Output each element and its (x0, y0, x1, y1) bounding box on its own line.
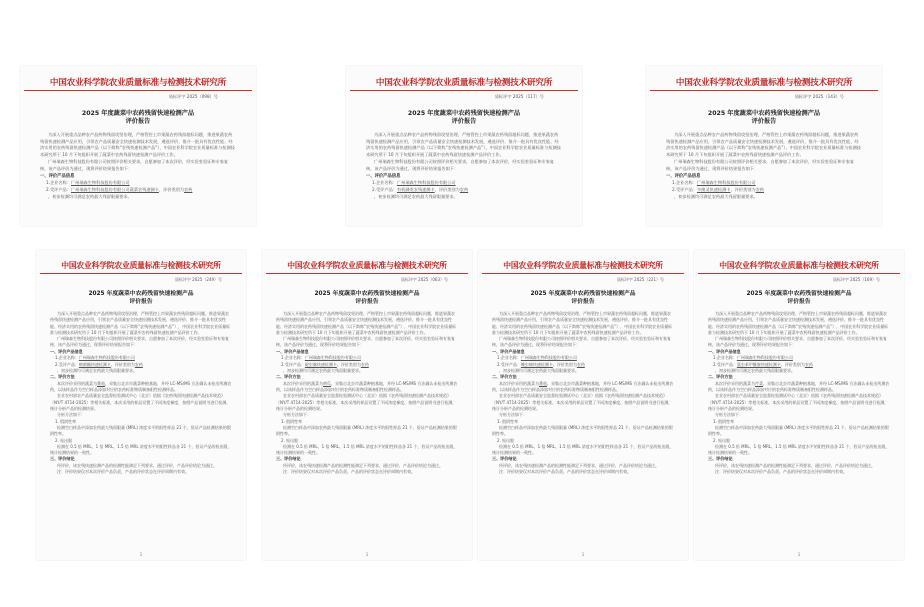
header-rule (698, 273, 900, 274)
page-number: 1 (581, 552, 585, 557)
header-rule (350, 90, 578, 91)
document-number: 质标评字 2025（221）号 (616, 277, 664, 282)
product-name: 有机磷类农残速测卡 (396, 186, 435, 192)
institute-header: 中国农业科学院农业质量标准与检测技术研究所 (375, 78, 553, 88)
indicator-title: 1. 假阴性率 (713, 418, 735, 424)
institute-header: 中国农业科学院农业质量标准与检测技术研究所 (61, 261, 221, 270)
indicators-label: 分析方法如下： (283, 412, 311, 418)
indicator-text: 检测空白样品中添加农药最大残留限量 (MRL) 浓度水平的阳性样品 21 个，验证产品检测结果的假阴性率。 (50, 424, 231, 437)
report-page-1 (20, 66, 256, 226)
result-paragraph: 经评价，该农残快速检测产品的检测性能满足下列要求，通过评价，产品评价结论为通过。 (499, 463, 659, 469)
indicator-text: 检测在 0.5 倍 MRL、1 倍 MRL、1.5 倍 MRL 浓度水平的阳性样品各 21 个，验证产品的检出限，统计检测结果的一致性。 (276, 443, 458, 456)
section-heading: 二、评价方法 (50, 374, 75, 380)
company-line: 1.企业名称：广州瑞森生物科技股份有限公司 (46, 180, 130, 186)
header-rule (650, 90, 878, 91)
indicator-text: 检测在 0.5 倍 MRL、1 倍 MRL、1.5 倍 MRL 浓度水平的阳性样品各 21 个，验证产品的检出限，统计检测结果的一致性。 (50, 443, 232, 456)
report-title: 2025 年度蔬菜中农药残留快速检测产品 (88, 291, 194, 297)
header-rule (24, 90, 252, 91)
report-title: 2025 年度蔬菜中农药残留快速检测产品 (407, 110, 521, 117)
result-note: 注：评价结果仅对本次评价产品负责，产品的评价状态在评价周期内有效。 (715, 469, 847, 475)
intro-paragraph: 为深入开展重点品种农产品药物残留攻坚治理，严格管控上市果蔬农药残留超标问题，推进果蔬农药残留快速检测产品应用，引领农产品质量安全快速检测技术发展，遴选评价、推介一批具有优良性能、经济实用的农药残留快速检测产品（以下简称“农残快速检测产品”），中国农业科学院农业质量标准与检测技术研究所于 10 月下旬组织开展了蔬菜中农药残留快速检测产品评价工作。 (50, 311, 231, 335)
product-line: 2.受评产品：广州瑞森生物科技股份有限公司蔬菜农残速测卡，评价类别为农药 (46, 186, 193, 192)
indicator-text: 检测空白样品中添加农药最大残留限量 (MRL) 浓度水平的阳性样品 21 个，验证产品检测结果的假阴性率。 (492, 424, 673, 437)
report-subtitle: 评价报告 (129, 298, 153, 305)
company-name: 广州瑞森生物科技股份有限公司 (396, 180, 456, 186)
section-heading: 三、评价结论 (50, 456, 75, 462)
document-number: 质标评字 2025（098）号 (168, 94, 218, 99)
method-paragraph: 本次评价采用的蔬菜为番茄，采集自北京市蔬菜种植基地，并经 LC-MS/MS 方法确认未检出所测农药，以该样品作为空白样品添加对应的农药标准物质制备阳性检测样品。 (50, 380, 232, 393)
product-line: 2.受评产品：噻虫嗪快速检测卡，评价类别为农药 (497, 361, 585, 367)
section-heading: 二、评价方法 (276, 374, 301, 380)
product-name: 多菌灵快速检测卡 (696, 186, 731, 192)
product-name: 噻虫嗪快速检测卡 (520, 361, 553, 367)
method-paragraph: 本次评价采用的蔬菜为芹菜，采集自北京市蔬菜种植基地，并经 LC-MS/MS 方法确认未检出所测农药，以该样品作为空白样品添加对应的农药标准物质制备阳性检测样品。 (708, 380, 890, 393)
indicator-title: 2. 检出限 (281, 437, 299, 443)
company-line: 1.企业名称：广州瑞森生物科技股份有限公司 (713, 355, 793, 361)
report-title: 2025 年度蔬菜中农药残留快速检测产品 (81, 110, 195, 117)
report-title: 2025 年度蔬菜中农药残留快速检测产品 (314, 291, 420, 297)
company-line: 1.企业名称：广州瑞森生物科技股份有限公司 (55, 355, 135, 361)
product-name: 氯虫苯甲酰胺快速检测卡 (736, 361, 781, 367)
participation-paragraph: 广州瑞森生物科技股份有限公司按照评价相关要求，自愿参加了本次评价，经实验室验证和专家复核，该产品评价为通过，现将评价结果报告如下： (708, 336, 887, 348)
conclusion-line: ，初步检测均可满足农药最大残留限量要求。 (674, 193, 758, 199)
section-heading: 一、评价产品信息 (276, 348, 309, 354)
document-number: 质标评字 2025（063）号 (400, 277, 448, 282)
indicators-label: 分析方法如下： (57, 412, 85, 418)
indicator-title: 2. 检出限 (497, 437, 515, 443)
conclusion-line: ，初步检测均可满足农药最大残留限量要求。 (499, 367, 579, 373)
conclusion-line: ，初步检测均可满足农药最大残留限量要求。 (283, 367, 363, 373)
report-title: 2025 年度蔬菜中农药残留快速检测产品 (530, 291, 636, 297)
product-line: 2.受评产品：嘧菌酯快速检测卡，评价类别为农药 (55, 361, 143, 367)
participation-paragraph: 广州瑞森生物科技股份有限公司按照评价相关要求，自愿参加了本次评价，经实验室验证和专家复核，该产品评价为通过，现将评价结果报告如下： (40, 159, 229, 171)
company-line: 1.企业名称：广州瑞森生物科技股份有限公司 (497, 355, 577, 361)
indicator-title: 1. 假阴性率 (497, 418, 519, 424)
indicators-label: 分析方法如下： (715, 412, 743, 418)
indicator-title: 1. 假阴性率 (281, 418, 303, 424)
report-subtitle: 评价报告 (355, 298, 379, 305)
section-heading: 三、评价结论 (276, 456, 301, 462)
section-heading: 一、评价产品信息 (366, 173, 401, 179)
product-name: 广州瑞森生物科技股份有限公司蔬菜农残速测卡 (70, 186, 159, 192)
header-rule (482, 273, 684, 274)
company-name: 广州瑞森生物科技股份有限公司 (696, 180, 756, 186)
result-note: 注：评价结果仅对本次评价产品负责，产品的评价状态在评价周期内有效。 (57, 469, 189, 475)
company-name: 广州瑞森生物科技股份有限公司 (304, 355, 361, 361)
participation-paragraph: 广州瑞森生物科技股份有限公司按照评价相关要求，自愿参加了本次评价，经实验室验证和专家复核，该产品评价为通过，现将评价结果报告如下： (492, 336, 671, 348)
indicator-title: 2. 检出限 (713, 437, 731, 443)
standard-paragraph: 农业农村部农产品质量安全监督检验测试中心（北京）依据《农药残留快速检测产品技术规范》（NY/T 4714-2025）等相关标准，本次采用的样品设置了不同浓度梯度，按照产品说明书进行检测，统计分析产品的检测结果。 (492, 393, 673, 412)
company-line: 1.企业名称：广州瑞森生物科技股份有限公司 (372, 180, 456, 186)
document-number: 质标评字 2025（117）号 (494, 94, 544, 99)
intro-paragraph: 为深入开展重点品种农产品药物残留攻坚治理，严格管控上市果蔬农药残留超标问题，推进果蔬农药残留快速检测产品应用，引领农产品质量安全快速检测技术发展，遴选评价、推介一批具有优良性能、经济实用的农药残留快速检测产品（以下简称“农残快速检测产品”），中国农业科学院农业质量标准与检测技术研究所于 10 月下旬组织开展了蔬菜中农药残留快速检测产品评价工作。 (276, 311, 457, 335)
intro-paragraph: 为深入开展重点品种农产品药物残留攻坚治理，严格管控上市果蔬农药残留超标问题，推进果蔬农药残留快速检测产品应用，引领农产品质量安全快速检测技术发展，遴选评价、推介一批具有优良性能、经济实用的农药残留快速检测产品（以下简称“农残快速检测产品”），中国农业科学院农业质量标准与检测技术研究所于 10 月下旬组织开展了蔬菜中农药残留快速检测产品评价工作。 (708, 311, 889, 335)
institute-header: 中国农业科学院农业质量标准与检测技术研究所 (503, 261, 663, 270)
report-page-3 (646, 66, 882, 226)
participation-paragraph: 广州瑞森生物科技股份有限公司按照评价相关要求，自愿参加了本次评价，经实验室验证和专家复核，该产品评价为通过，现将评价结果报告如下： (50, 336, 229, 348)
report-title: 2025 年度蔬菜中农药残留快速检测产品 (746, 291, 852, 297)
report-body (694, 311, 904, 476)
report-page-5 (262, 250, 472, 560)
section-heading: 一、评价产品信息 (666, 173, 701, 179)
report-body (346, 132, 582, 200)
section-heading: 三、评价结论 (492, 456, 517, 462)
report-subtitle: 评价报告 (571, 298, 595, 305)
company-name: 广州瑞森生物科技股份有限公司 (70, 180, 130, 186)
intro-paragraph: 为深入开展重点品种农产品药物残留攻坚治理，严格管控上市果蔬农药残留超标问题，推进果蔬农药残留快速检测产品应用，引领农产品质量安全快速检测技术发展，遴选评价、推介一批具有优良性能、经济实用的农药残留快速检测产品（以下简称“农残快速检测产品”），中国农业科学院农业质量标准与检测技术研究所于 10 月下旬组织开展了蔬菜中农药残留快速检测产品评价工作。 (666, 132, 861, 157)
section-heading: 一、评价产品信息 (50, 348, 83, 354)
report-body (36, 311, 246, 476)
method-paragraph: 本次评价采用的蔬菜为番茄，采集自北京市蔬菜种植基地，并经 LC-MS/MS 方法确认未检出所测农药，以该样品作为空白样品添加对应的农药标准物质制备阳性检测样品。 (492, 380, 674, 393)
section-heading: 二、评价方法 (708, 374, 733, 380)
report-title: 2025 年度蔬菜中农药残留快速检测产品 (707, 110, 821, 117)
indicator-text: 检测在 0.5 倍 MRL、1 倍 MRL、1.5 倍 MRL 浓度水平的阳性样品各 21 个，验证产品的检出限，统计检测结果的一致性。 (708, 443, 890, 456)
document-number: 质标评字 2025（143）号 (794, 94, 844, 99)
result-note: 注：评价结果仅对本次评价产品负责，产品的评价状态在评价周期内有效。 (283, 469, 415, 475)
institute-header: 中国农业科学院农业质量标准与检测技术研究所 (49, 78, 227, 88)
conclusion-line: ，初步检测均可满足农药最大残留限量要求。 (374, 193, 458, 199)
company-name: 广州瑞森生物科技股份有限公司 (520, 355, 577, 361)
report-subtitle: 评价报告 (125, 118, 151, 125)
product-line: 2.受评产品：有机磷类农残速测卡，评价类别为农药 (372, 186, 469, 192)
conclusion-line: ，初步检测均可满足农药最大残留限量要求。 (57, 367, 137, 373)
indicator-text: 检测空白样品中添加农药最大残留限量 (MRL) 浓度水平的阳性样品 21 个，验证产品检测结果的假阴性率。 (708, 424, 889, 437)
section-heading: 一、评价产品信息 (708, 348, 741, 354)
company-line: 1.企业名称：广州瑞森生物科技股份有限公司 (281, 355, 361, 361)
report-subtitle: 评价报告 (451, 118, 477, 125)
report-page-2 (346, 66, 582, 226)
indicator-text: 检测空白样品中添加农药最大残留限量 (MRL) 浓度水平的阳性样品 21 个，验证产品检测结果的假阴性率。 (276, 424, 457, 437)
intro-paragraph: 为深入开展重点品种农产品药物残留攻坚治理，严格管控上市果蔬农药残留超标问题，推进果蔬农药残留快速检测产品应用，引领农产品质量安全快速检测技术发展，遴选评价、推介一批具有优良性能、经济实用的农药残留快速检测产品（以下简称“农残快速检测产品”），中国农业科学院农业质量标准与检测技术研究所于 10 月下旬组织开展了蔬菜中农药残留快速检测产品评价工作。 (366, 132, 561, 157)
section-heading: 一、评价产品信息 (40, 173, 75, 179)
institute-header: 中国农业科学院农业质量标准与检测技术研究所 (287, 261, 447, 270)
report-body (646, 132, 882, 200)
report-body (262, 311, 472, 476)
indicators-label: 分析方法如下： (499, 412, 527, 418)
intro-paragraph: 为深入开展重点品种农产品药物残留攻坚治理，严格管控上市果蔬农药残留超标问题，推进果蔬农药残留快速检测产品应用，引领农产品质量安全快速检测技术发展，遴选评价、推介一批具有优良性能、经济实用的农药残留快速检测产品（以下简称“农残快速检测产品”），中国农业科学院农业质量标准与检测技术研究所于 10 月下旬组织开展了蔬菜中农药残留快速检测产品评价工作。 (492, 311, 673, 335)
report-subtitle: 评价报告 (787, 298, 811, 305)
indicator-title: 1. 假阴性率 (55, 418, 77, 424)
participation-paragraph: 广州瑞森生物科技股份有限公司按照评价相关要求，自愿参加了本次评价，经实验室验证和专家复核，该产品评价为通过，现将评价结果报告如下： (276, 336, 455, 348)
product-line: 2.受评产品：啶虫脒快速检测卡，评价类别为农药 (281, 361, 369, 367)
document-number: 质标评字 2025（249）号 (174, 277, 222, 282)
report-page-6 (478, 250, 688, 560)
document-number: 质标评字 2025（169）号 (832, 277, 880, 282)
report-page-4 (36, 250, 246, 560)
section-heading: 二、评价方法 (492, 374, 517, 380)
result-paragraph: 经评价，该农残快速检测产品的检测性能满足下列要求，通过评价，产品评价结论为通过。 (283, 463, 443, 469)
product-line: 2.受评产品：多菌灵快速检测卡，评价类别为农药 (672, 186, 764, 192)
conclusion-line: ，初步检测均可满足农药最大残留限量要求。 (48, 193, 132, 199)
report-subtitle: 评价报告 (751, 118, 777, 125)
product-line: 2.受评产品：氯虫苯甲酰胺快速检测卡，评价类别为农药 (713, 361, 813, 367)
result-paragraph: 经评价，该农残快速检测产品的检测性能满足下列要求，通过评价，产品评价结论为通过。 (715, 463, 875, 469)
conclusion-line: ，初步检测均可满足农药最大残留限量要求。 (715, 367, 795, 373)
standard-paragraph: 农业农村部农产品质量安全监督检验测试中心（北京）依据《农药残留快速检测产品技术规范》（NY/T 4714-2025）等相关标准，本次采用的样品设置了不同浓度梯度，按照产品说明书进行检测，统计分析产品的检测结果。 (50, 393, 231, 412)
indicator-title: 2. 检出限 (55, 437, 73, 443)
report-body (478, 311, 688, 476)
product-name: 嘧菌酯快速检测卡 (78, 361, 111, 367)
intro-paragraph: 为深入开展重点品种农产品药物残留攻坚治理，严格管控上市果蔬农药残留超标问题，推进果蔬农药残留快速检测产品应用，引领农产品质量安全快速检测技术发展，遴选评价、推介一批具有优良性能、经济实用的农药残留快速检测产品（以下简称“农残快速检测产品”），中国农业科学院农业质量标准与检测技术研究所于 10 月下旬组织开展了蔬菜中农药残留快速检测产品评价工作。 (40, 132, 235, 157)
report-body (20, 132, 256, 200)
result-note: 注：评价结果仅对本次评价产品负责，产品的评价状态在评价周期内有效。 (499, 469, 631, 475)
report-page-7 (694, 250, 904, 560)
standard-paragraph: 农业农村部农产品质量安全监督检验测试中心（北京）依据《农药残留快速检测产品技术规范》（NY/T 4714-2025）等相关标准，本次采用的样品设置了不同浓度梯度，按照产品说明书进行检测，统计分析产品的检测结果。 (276, 393, 457, 412)
participation-paragraph: 广州瑞森生物科技股份有限公司按照评价相关要求，自愿参加了本次评价，经实验室验证和专家复核，该产品评价为通过，现将评价结果报告如下： (366, 159, 555, 171)
header-rule (266, 273, 468, 274)
company-name: 广州瑞森生物科技股份有限公司 (78, 355, 135, 361)
standard-paragraph: 农业农村部农产品质量安全监督检验测试中心（北京）依据《农药残留快速检测产品技术规范》（NY/T 4714-2025）等相关标准，本次采用的样品设置了不同浓度梯度，按照产品说明书进行检测，统计分析产品的检测结果。 (708, 393, 889, 412)
page-number: 1 (797, 552, 801, 557)
institute-header: 中国农业科学院农业质量标准与检测技术研究所 (675, 78, 853, 88)
method-paragraph: 本次评价采用的蔬菜为黄瓜，采集自北京市蔬菜种植基地，并经 LC-MS/MS 方法确认未检出所测农药，以该样品作为空白样品添加对应的农药标准物质制备阳性检测样品。 (276, 380, 458, 393)
page-number: 1 (365, 552, 369, 557)
section-heading: 三、评价结论 (708, 456, 733, 462)
section-heading: 一、评价产品信息 (492, 348, 525, 354)
institute-header: 中国农业科学院农业质量标准与检测技术研究所 (719, 261, 879, 270)
company-name: 广州瑞森生物科技股份有限公司 (736, 355, 793, 361)
product-name: 啶虫脒快速检测卡 (304, 361, 337, 367)
page-number: 1 (139, 552, 143, 557)
result-paragraph: 经评价，该农残快速检测产品的检测性能满足下列要求，通过评价，产品评价结论为通过。 (57, 463, 217, 469)
company-line: 1.企业名称：广州瑞森生物科技股份有限公司 (672, 180, 756, 186)
header-rule (40, 273, 242, 274)
indicator-text: 检测在 0.5 倍 MRL、1 倍 MRL、1.5 倍 MRL 浓度水平的阳性样品各 21 个，验证产品的检出限，统计检测结果的一致性。 (492, 443, 674, 456)
participation-paragraph: 广州瑞森生物科技股份有限公司按照评价相关要求，自愿参加了本次评价，经实验室验证和专家复核，该产品评价为通过，现将评价结果报告如下： (666, 159, 855, 171)
